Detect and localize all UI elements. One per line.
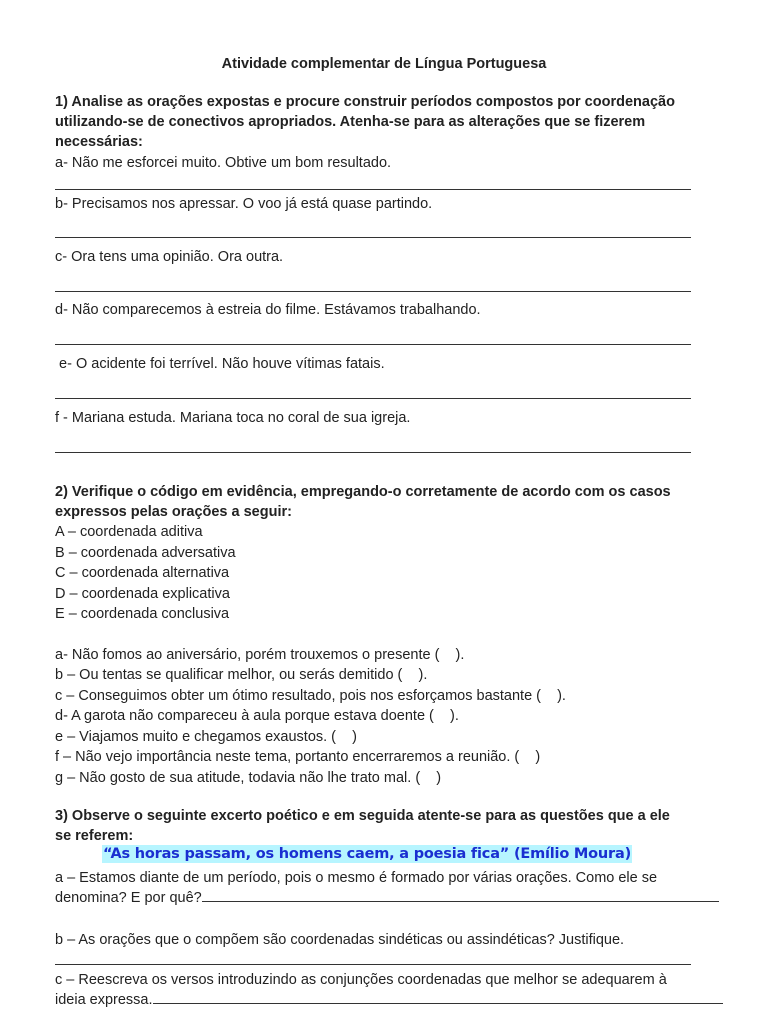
q1-heading-line-2: utilizando-se de conectivos apropriados. Atenha-se para as alterações que se fizerem [55,114,646,130]
q3-item-c-text: ideia expressa. [55,992,153,1008]
q1-item-c: c- Ora tens uma opinião. Ora outra. [55,249,284,265]
q1-heading-line-1: 1) Analise as orações expostas e procure construir períodos compostos por coordenação [55,94,675,110]
q1-item-a: a- Não me esforcei muito. Obtive um bom resultado. [55,155,392,171]
page-title: Atividade complementar de Língua Portuguesa [221,56,547,72]
q3-item-a-line-2 [55,888,719,908]
q2-code-d: D – coordenada explicativa [55,586,230,602]
q3-item-c-line-1: c – Reescreva os versos introduzindo as conjunções coordenadas que melhor se adequarem à [55,972,667,988]
q2-heading-line-2: expressos pelas orações a seguir: [55,504,292,520]
q1-item-d: d- Não comparecemos à estreia do filme. Estávamos trabalhando. [55,302,481,318]
q2-code-b: B – coordenada adversativa [55,545,236,561]
poem-quote-text: “As horas passam, os homens caem, a poesia fica” (Emílio Moura) [103,846,631,862]
q1-item-b: b- Precisamos nos apressar. O voo já está quase partindo. [55,196,433,212]
q2-code-c: C – coordenada alternativa [55,565,230,581]
q2-item-d: d- A garota não compareceu à aula porque estava doente ( ). [55,708,459,724]
q3-item-c-line-2 [55,990,723,1010]
q3-item-a-text: denomina? E por quê? [55,890,202,906]
q2-item-f: f – Não vejo importância neste tema, portanto encerraremos a reunião. ( ) [55,749,541,765]
q2-heading-line-1: 2) Verifique o código em evidência, empregando-o corretamente de acordo com os casos [55,484,671,500]
q3-item-a-line-1: a – Estamos diante de um período, pois o mesmo é formado por várias orações. Como ele se [55,870,658,886]
q1-answer-line-c[interactable] [55,291,691,292]
q2-item-b: b – Ou tentas se qualificar melhor, ou serás demitido ( ). [55,667,428,683]
q1-answer-line-a[interactable] [55,189,691,190]
poem-quote [102,846,632,862]
q1-item-e: e- O acidente foi terrível. Não houve vítimas fatais. [55,356,385,372]
q3-item-b: b – As orações que o compõem são coordenadas sindéticas ou assindéticas? Justifique. [55,932,625,948]
q3-heading-line-2: se referem: [55,828,134,844]
q2-item-e: e – Viajamos muito e chegamos exaustos. ( ) [55,729,357,745]
q1-heading-line-3: necessárias: [55,134,143,150]
q1-answer-line-f[interactable] [55,452,691,453]
q2-code-a: A – coordenada aditiva [55,524,203,540]
q3-heading-line-1: 3) Observe o seguinte excerto poético e em seguida atente-se para as questões que a ele [55,808,670,824]
q2-item-a: a- Não fomos ao aniversário, porém trouxemos o presente ( ). [55,647,465,663]
q2-item-c: c – Conseguimos obter um ótimo resultado, pois nos esforçamos bastante ( ). [55,688,566,704]
q3-answer-line-b[interactable] [55,964,691,965]
q1-item-f: f - Mariana estuda. Mariana toca no coral de sua igreja. [55,410,411,426]
q1-answer-line-e[interactable] [55,398,691,399]
q3-answer-inline-a[interactable] [202,901,719,902]
q1-answer-line-d[interactable] [55,344,691,345]
q2-code-e: E – coordenada conclusiva [55,606,230,622]
q1-answer-line-b[interactable] [55,237,691,238]
q3-answer-inline-c[interactable] [153,1003,723,1004]
q2-item-g: g – Não gosto de sua atitude, todavia não lhe trato mal. ( ) [55,770,442,786]
